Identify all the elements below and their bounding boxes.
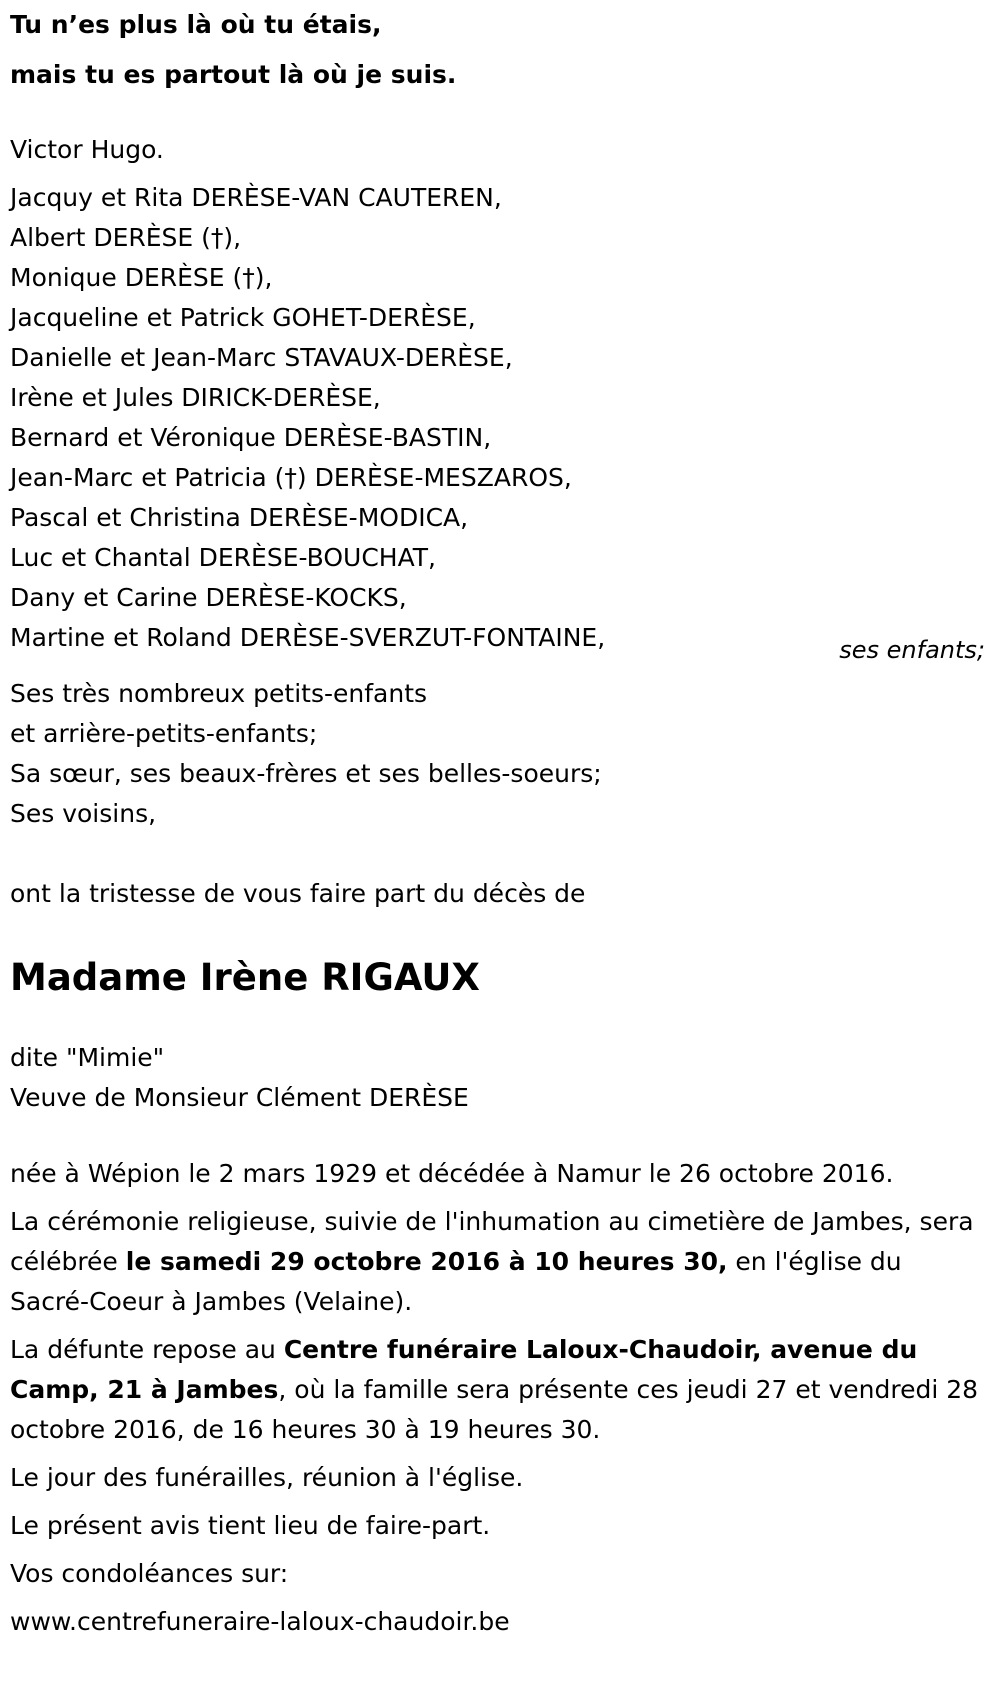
ceremony-location: en l'église du Sacré-Coeur à Jambes (Velaine). xyxy=(10,1247,902,1316)
rest-text: La défunte repose au xyxy=(10,1335,284,1364)
quote-line-1: Tu n’es plus là où tu étais, xyxy=(10,10,382,39)
notice-text: Le présent avis tient lieu de faire-part. xyxy=(10,1511,491,1540)
condolences-label: Vos condoléances sur: xyxy=(10,1559,289,1588)
ceremony-date: le samedi 29 octobre 2016 à 10 heures 30, xyxy=(125,1247,728,1276)
family-entry: Ses voisins, xyxy=(10,799,157,828)
child-entry: Jacquy et Rita DERÈSE-VAN CAUTEREN, xyxy=(10,183,502,212)
deceased-widow-of: Veuve de Monsieur Clément DERÈSE xyxy=(10,1083,469,1112)
deceased-nickname: dite "Mimie" xyxy=(10,1043,165,1072)
family-entry: et arrière-petits-enfants; xyxy=(10,719,318,748)
child-entry: Luc et Chantal DERÈSE-BOUCHAT, xyxy=(10,543,436,572)
ceremony-paragraph xyxy=(10,1202,985,1322)
funeral-day-text: Le jour des funérailles, réunion à l'église. xyxy=(10,1463,524,1492)
child-entry: Martine et Roland DERÈSE-SVERZUT-FONTAINE, xyxy=(10,623,606,652)
child-entry: Irène et Jules DIRICK-DERÈSE, xyxy=(10,383,381,412)
rest-paragraph xyxy=(10,1330,985,1450)
ceremony-text: La cérémonie religieuse, suivie de l'inhumation au cimetière de Jambes, sera célébrée xyxy=(10,1207,974,1276)
child-entry: Jean-Marc et Patricia (†) DERÈSE-MESZAROS, xyxy=(10,463,572,492)
children-label: ses enfants; xyxy=(839,636,985,664)
family-entry: Ses très nombreux petits-enfants xyxy=(10,679,428,708)
child-entry: Albert DERÈSE (†), xyxy=(10,223,242,252)
children-list xyxy=(10,178,985,664)
announcement-text: ont la tristesse de vous faire part du décès de xyxy=(10,879,586,908)
birth-death-text: née à Wépion le 2 mars 1929 et décédée à Namur le 26 octobre 2016. xyxy=(10,1159,894,1188)
child-entry: Bernard et Véronique DERÈSE-BASTIN, xyxy=(10,423,492,452)
obituary-notice xyxy=(10,0,985,1650)
child-entry: Jacqueline et Patrick GOHET-DERÈSE, xyxy=(10,303,476,332)
quote-line-2: mais tu es partout là où je suis. xyxy=(10,60,457,89)
rest-visiting-hours: , où la famille sera présente ces jeudi 27 et vendredi 28 octobre 2016, de 16 heures 30 à 19 heures 30. xyxy=(10,1375,979,1444)
child-entry: Pascal et Christina DERÈSE-MODICA, xyxy=(10,503,469,532)
child-entry: Monique DERÈSE (†), xyxy=(10,263,273,292)
deceased-name: Madame Irène RIGAUX xyxy=(10,956,480,999)
child-entry: Dany et Carine DERÈSE-KOCKS, xyxy=(10,583,407,612)
child-entry: Danielle et Jean-Marc STAVAUX-DERÈSE, xyxy=(10,343,513,372)
quote-author: Victor Hugo. xyxy=(10,135,164,164)
family-entry: Sa sœur, ses beaux-frères et ses belles-soeurs; xyxy=(10,759,602,788)
rest-place: Centre funéraire Laloux-Chaudoir, avenue du Camp, 21 à Jambes xyxy=(10,1335,918,1404)
family-list xyxy=(10,674,985,834)
website-link[interactable]: www.centrefuneraire-laloux-chaudoir.be xyxy=(10,1607,510,1636)
